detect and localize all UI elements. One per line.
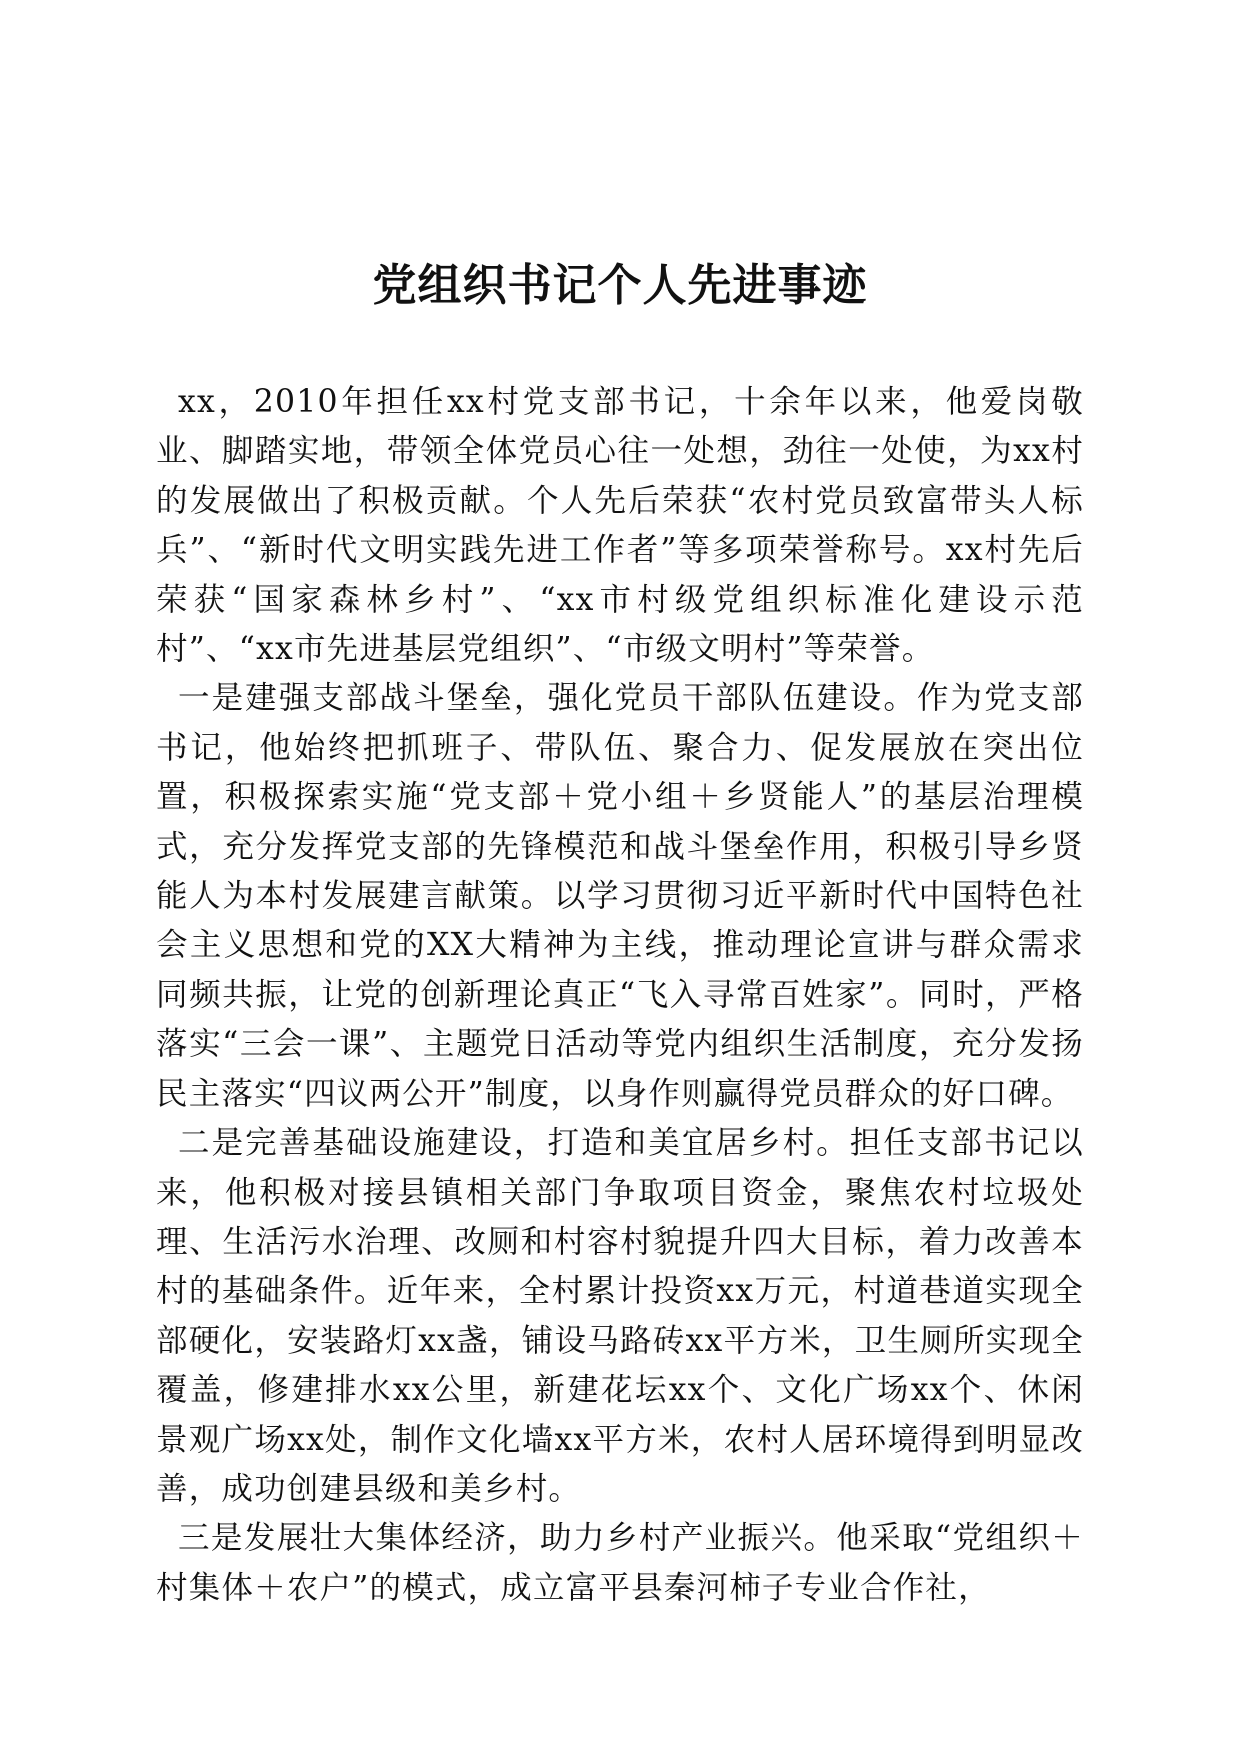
document-body (156, 378, 1084, 1613)
document-title: 党组织书记个人先进事迹 (372, 260, 868, 311)
paragraph-point-two: 二是完善基础设施建设，打造和美宜居乡村。担任支部书记以来，他积极对接县镇相关部门争取项目资金，聚焦农村垃圾处理、生活污水治理、改厕和村容村貌提升四大目标，着力改善本村的基础条件。近年来，全村累计投资xx万元，村道巷道实现全部硬化，安装路灯xx盏，铺设马路砖xx平方米，卫生厕所实现全覆盖，修建排水xx公里，新建花坛xx个、文化广场xx个、休闲景观广场xx处，制作文化墙xx平方米，农村人居环境得到明显改善，成功创建县级和美乡村。 (156, 1125, 1084, 1507)
paragraph-intro: xx，2010年担任xx村党支部书记，十余年以来，他爱岗敬业、脚踏实地，带领全体党员心往一处想，劲往一处使，为xx村的发展做出了积极贡献。个人先后荣获“农村党员致富带头人标兵”、“新时代文明实践先进工作者”等多项荣誉称号。xx村先后荣获“国家森林乡村”、“xx市村级党组织标准化建设示范村”、“xx市先进基层党组织”、“市级文明村”等荣誉。 (156, 384, 1084, 668)
paragraph-point-one: 一是建强支部战斗堡垒，强化党员干部队伍建设。作为党支部书记，他始终把抓班子、带队伍、聚合力、促发展放在突出位置，积极探索实施“党支部＋党小组＋乡贤能人”的基层治理模式，充分发挥党支部的先锋模范和战斗堡垒作用，积极引导乡贤能人为本村发展建言献策。以学习贯彻习近平新时代中国特色社会主义思想和党的XX大精神为主线，推动理论宣讲与群众需求同频共振，让党的创新理论真正“飞入寻常百姓家”。同时，严格落实“三会一课”、主题党日活动等党内组织生活制度，充分发扬民主落实“四议两公开”制度，以身作则赢得党员群众的好口碑。 (156, 680, 1084, 1112)
paragraph-point-three: 三是发展壮大集体经济，助力乡村产业振兴。他采取“党组织＋村集体＋农户”的模式，成立富平县秦河柿子专业合作社， (156, 1520, 1084, 1606)
